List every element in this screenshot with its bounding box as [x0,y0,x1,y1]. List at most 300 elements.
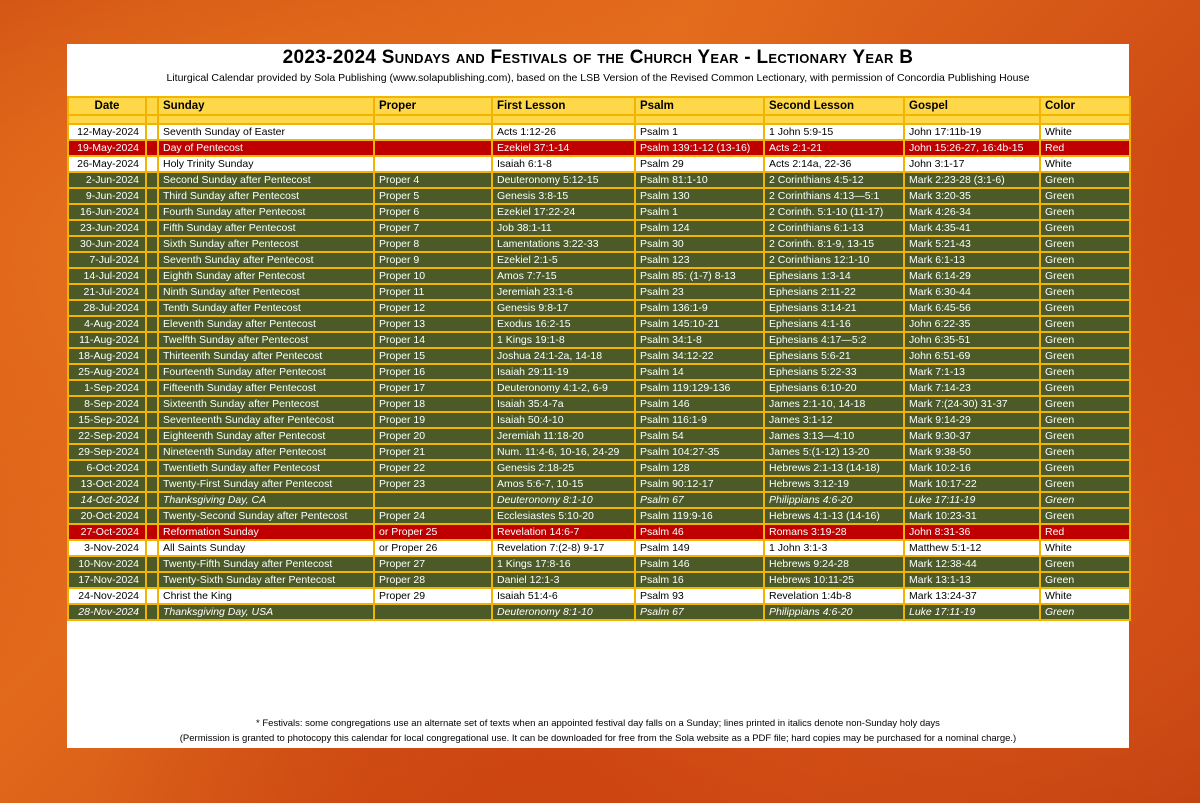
cell-proper: Proper 19 [374,412,492,428]
cell-gap [146,268,158,284]
cell-color: Green [1040,316,1130,332]
cell-date: 21-Jul-2024 [68,284,146,300]
cell-first-lesson: Acts 1:12-26 [492,124,635,140]
cell-gospel: John 6:35-51 [904,332,1040,348]
cell-psalm: Psalm 130 [635,188,764,204]
calendar-sheet [67,44,1129,748]
cell-gospel: Mark 3:20-35 [904,188,1040,204]
cell-psalm: Psalm 116:1-9 [635,412,764,428]
cell-psalm: Psalm 34:1-8 [635,332,764,348]
cell-psalm: Psalm 29 [635,156,764,172]
cell-color: Green [1040,604,1130,620]
cell-gap [146,124,158,140]
cell-gap [146,284,158,300]
table-row [68,172,1130,188]
cell-psalm: Psalm 16 [635,572,764,588]
cell-second-lesson: Ephesians 2:11-22 [764,284,904,300]
table-row [68,268,1130,284]
cell-gap [146,476,158,492]
cell-psalm: Psalm 149 [635,540,764,556]
cell-color: Green [1040,332,1130,348]
cell-second-lesson: 2 Corinthians 4:5-12 [764,172,904,188]
table-header-row [68,97,1130,115]
cell-psalm: Psalm 1 [635,124,764,140]
cell-gospel: Mark 7:(24-30) 31-37 [904,396,1040,412]
cell-sunday: Holy Trinity Sunday [158,156,374,172]
cell-proper: Proper 24 [374,508,492,524]
cell-gap [146,332,158,348]
cell-date: 15-Sep-2024 [68,412,146,428]
cell-sunday: Reformation Sunday [158,524,374,540]
cell-date: 10-Nov-2024 [68,556,146,572]
cell-second-lesson: James 5:(1-12) 13-20 [764,444,904,460]
cell-first-lesson: Jeremiah 11:18-20 [492,428,635,444]
cell-sunday: Tenth Sunday after Pentecost [158,300,374,316]
cell-psalm: Psalm 136:1-9 [635,300,764,316]
cell-second-lesson: Revelation 1:4b-8 [764,588,904,604]
cell-color: Green [1040,508,1130,524]
cell-sunday: Second Sunday after Pentecost [158,172,374,188]
cell-first-lesson: Amos 7:7-15 [492,268,635,284]
cell-color: Green [1040,172,1130,188]
cell-proper: or Proper 26 [374,540,492,556]
cell-gospel: Matthew 5:1-12 [904,540,1040,556]
table-row [68,284,1130,300]
cell-first-lesson: Daniel 12:1-3 [492,572,635,588]
cell-color: Green [1040,236,1130,252]
cell-proper: Proper 18 [374,396,492,412]
column-header-color: Color [1040,97,1130,115]
table-row [68,588,1130,604]
cell-color: White [1040,124,1130,140]
column-header-first-lesson: First Lesson [492,97,635,115]
cell-second-lesson: James 2:1-10, 14-18 [764,396,904,412]
cell-gap [146,460,158,476]
table-row [68,492,1130,508]
cell-gap [146,348,158,364]
cell-gospel: Luke 17:11-19 [904,492,1040,508]
cell-sunday: Seventeenth Sunday after Pentecost [158,412,374,428]
cell-second-lesson: 2 Corinthians 12:1-10 [764,252,904,268]
lectionary-table [67,96,1131,621]
cell-color: Green [1040,220,1130,236]
cell-gospel: Mark 4:35-41 [904,220,1040,236]
cell-first-lesson: Deuteronomy 8:1-10 [492,492,635,508]
cell-first-lesson: 1 Kings 17:8-16 [492,556,635,572]
cell-gospel: John 6:22-35 [904,316,1040,332]
cell-proper: Proper 23 [374,476,492,492]
cell-first-lesson: Ezekiel 37:1-14 [492,140,635,156]
table-row [68,572,1130,588]
cell-color: Red [1040,140,1130,156]
cell-psalm: Psalm 139:1-12 (13-16) [635,140,764,156]
cell-gospel: Mark 7:1-13 [904,364,1040,380]
cell-second-lesson: James 3:1-12 [764,412,904,428]
cell-proper: Proper 15 [374,348,492,364]
cell-psalm: Psalm 119:129-136 [635,380,764,396]
cell-second-lesson: Philippians 4:6-20 [764,492,904,508]
cell-gospel: Mark 10:2-16 [904,460,1040,476]
cell-sunday: Nineteenth Sunday after Pentecost [158,444,374,460]
cell-gap [146,236,158,252]
cell-gospel: Mark 12:38-44 [904,556,1040,572]
cell-date: 27-Oct-2024 [68,524,146,540]
cell-gospel: Mark 10:23-31 [904,508,1040,524]
cell-proper [374,604,492,620]
cell-color: Green [1040,268,1130,284]
cell-second-lesson: Ephesians 3:14-21 [764,300,904,316]
cell-proper: Proper 7 [374,220,492,236]
cell-proper [374,124,492,140]
cell-date: 29-Sep-2024 [68,444,146,460]
table-row [68,348,1130,364]
cell-sunday: Fourth Sunday after Pentecost [158,204,374,220]
table-row [68,380,1130,396]
cell-date: 14-Oct-2024 [68,492,146,508]
permission-note: (Permission is granted to photocopy this calendar for local congregational use. It can be downloaded for free from the Sola website as a PDF file; hard copies may be purchased for a nominal charge.) [179,733,1017,744]
cell-first-lesson: Joshua 24:1-2a, 14-18 [492,348,635,364]
cell-psalm: Psalm 81:1-10 [635,172,764,188]
cell-second-lesson: Ephesians 5:22-33 [764,364,904,380]
cell-date: 19-May-2024 [68,140,146,156]
cell-psalm: Psalm 90:12-17 [635,476,764,492]
table-row [68,204,1130,220]
cell-first-lesson: Genesis 3:8-15 [492,188,635,204]
cell-gap [146,492,158,508]
cell-gospel: Mark 9:14-29 [904,412,1040,428]
cell-date: 30-Jun-2024 [68,236,146,252]
cell-date: 26-May-2024 [68,156,146,172]
cell-sunday: Eighth Sunday after Pentecost [158,268,374,284]
cell-gap [146,364,158,380]
cell-date: 23-Jun-2024 [68,220,146,236]
cell-gap [146,396,158,412]
cell-sunday: Fourteenth Sunday after Pentecost [158,364,374,380]
cell-second-lesson: Hebrews 3:12-19 [764,476,904,492]
cell-sunday: All Saints Sunday [158,540,374,556]
cell-proper: Proper 27 [374,556,492,572]
page-subtitle: Liturgical Calendar provided by Sola Publishing (www.solapublishing.com), based on the LSB Version of the Revised Common Lectionary, with permission of Concordia Publishing House [166,72,1030,84]
cell-gospel: Mark 4:26-34 [904,204,1040,220]
cell-psalm: Psalm 85: (1-7) 8-13 [635,268,764,284]
cell-gap [146,300,158,316]
table-row [68,556,1130,572]
cell-sunday: Thanksgiving Day, CA [158,492,374,508]
cell-second-lesson: Philippians 4:6-20 [764,604,904,620]
cell-gospel: Luke 17:11-19 [904,604,1040,620]
cell-sunday: Christ the King [158,588,374,604]
cell-psalm: Psalm 146 [635,396,764,412]
cell-sunday: Twenty-Second Sunday after Pentecost [158,508,374,524]
cell-first-lesson: Deuteronomy 8:1-10 [492,604,635,620]
cell-first-lesson: Exodus 16:2-15 [492,316,635,332]
cell-sunday: Seventh Sunday of Easter [158,124,374,140]
cell-gap [146,556,158,572]
cell-gap [146,316,158,332]
cell-date: 4-Aug-2024 [68,316,146,332]
cell-color: Green [1040,348,1130,364]
cell-date: 17-Nov-2024 [68,572,146,588]
cell-sunday: Twentieth Sunday after Pentecost [158,460,374,476]
cell-sunday: Twenty-Sixth Sunday after Pentecost [158,572,374,588]
cell-color: Green [1040,364,1130,380]
cell-psalm: Psalm 14 [635,364,764,380]
cell-first-lesson: 1 Kings 19:1-8 [492,332,635,348]
cell-psalm: Psalm 30 [635,236,764,252]
cell-second-lesson: James 3:13—4:10 [764,428,904,444]
cell-first-lesson: Ezekiel 17:22-24 [492,204,635,220]
cell-proper: Proper 22 [374,460,492,476]
cell-proper: Proper 20 [374,428,492,444]
cell-second-lesson: Ephesians 5:6-21 [764,348,904,364]
cell-first-lesson: Genesis 2:18-25 [492,460,635,476]
cell-psalm: Psalm 119:9-16 [635,508,764,524]
cell-sunday: Thirteenth Sunday after Pentecost [158,348,374,364]
cell-second-lesson: 1 John 5:9-15 [764,124,904,140]
cell-color: Green [1040,460,1130,476]
cell-gap [146,156,158,172]
cell-proper: Proper 13 [374,316,492,332]
cell-gospel: John 3:1-17 [904,156,1040,172]
cell-sunday: Ninth Sunday after Pentecost [158,284,374,300]
cell-gospel: John 6:51-69 [904,348,1040,364]
cell-first-lesson: Ecclesiastes 5:10-20 [492,508,635,524]
cell-psalm: Psalm 93 [635,588,764,604]
cell-first-lesson: Jeremiah 23:1-6 [492,284,635,300]
cell-first-lesson: Ezekiel 2:1-5 [492,252,635,268]
cell-date: 2-Jun-2024 [68,172,146,188]
cell-gap [146,412,158,428]
table-row [68,236,1130,252]
cell-gospel: Mark 6:14-29 [904,268,1040,284]
cell-gap [146,252,158,268]
cell-date: 6-Oct-2024 [68,460,146,476]
cell-sunday: Fifth Sunday after Pentecost [158,220,374,236]
cell-sunday: Twenty-Fifth Sunday after Pentecost [158,556,374,572]
cell-gap [146,524,158,540]
cell-color: Green [1040,444,1130,460]
cell-date: 9-Jun-2024 [68,188,146,204]
cell-sunday: Day of Pentecost [158,140,374,156]
table-row [68,252,1130,268]
cell-date: 7-Jul-2024 [68,252,146,268]
cell-psalm: Psalm 145:10-21 [635,316,764,332]
cell-proper: or Proper 25 [374,524,492,540]
cell-gospel: Mark 6:45-56 [904,300,1040,316]
cell-psalm: Psalm 23 [635,284,764,300]
cell-date: 11-Aug-2024 [68,332,146,348]
cell-first-lesson: Job 38:1-11 [492,220,635,236]
cell-date: 16-Jun-2024 [68,204,146,220]
cell-color: White [1040,156,1130,172]
cell-color: Green [1040,572,1130,588]
cell-first-lesson: Isaiah 51:4-6 [492,588,635,604]
cell-psalm: Psalm 34:12-22 [635,348,764,364]
cell-proper: Proper 14 [374,332,492,348]
cell-psalm: Psalm 1 [635,204,764,220]
cell-date: 18-Aug-2024 [68,348,146,364]
cell-color: White [1040,540,1130,556]
table-row [68,460,1130,476]
table-row [68,300,1130,316]
cell-second-lesson: Romans 3:19-28 [764,524,904,540]
cell-color: Green [1040,204,1130,220]
cell-date: 14-Jul-2024 [68,268,146,284]
table-row [68,156,1130,172]
cell-proper: Proper 10 [374,268,492,284]
cell-second-lesson: Hebrews 10:11-25 [764,572,904,588]
cell-color: Green [1040,396,1130,412]
cell-proper [374,140,492,156]
cell-gap [146,220,158,236]
cell-first-lesson: Lamentations 3:22-33 [492,236,635,252]
cell-gospel: Mark 13:24-37 [904,588,1040,604]
column-header-psalm: Psalm [635,97,764,115]
cell-date: 25-Aug-2024 [68,364,146,380]
cell-date: 20-Oct-2024 [68,508,146,524]
cell-first-lesson: Revelation 7:(2-8) 9-17 [492,540,635,556]
cell-color: Green [1040,556,1130,572]
table-row [68,476,1130,492]
cell-gap [146,508,158,524]
column-header-date: Date [68,97,146,115]
cell-gospel: John 15:26-27, 16:4b-15 [904,140,1040,156]
cell-second-lesson: 2 Corinthians 6:1-13 [764,220,904,236]
cell-proper: Proper 12 [374,300,492,316]
table-row [68,524,1130,540]
cell-date: 1-Sep-2024 [68,380,146,396]
cell-first-lesson: Isaiah 50:4-10 [492,412,635,428]
cell-sunday: Thanksgiving Day, USA [158,604,374,620]
cell-gospel: Mark 2:23-28 (3:1-6) [904,172,1040,188]
cell-date: 22-Sep-2024 [68,428,146,444]
cell-proper: Proper 17 [374,380,492,396]
column-header-proper: Proper [374,97,492,115]
cell-gospel: Mark 13:1-13 [904,572,1040,588]
table-row [68,140,1130,156]
cell-color: Green [1040,428,1130,444]
cell-proper [374,492,492,508]
cell-gap [146,540,158,556]
cell-gap [146,172,158,188]
table-row [68,428,1130,444]
table-row [68,124,1130,140]
table-body [68,124,1130,620]
cell-second-lesson: Hebrews 9:24-28 [764,556,904,572]
cell-psalm: Psalm 67 [635,604,764,620]
cell-color: Green [1040,412,1130,428]
cell-psalm: Psalm 104:27-35 [635,444,764,460]
cell-gap [146,572,158,588]
cell-proper: Proper 4 [374,172,492,188]
cell-color: White [1040,588,1130,604]
cell-proper: Proper 29 [374,588,492,604]
cell-psalm: Psalm 67 [635,492,764,508]
cell-second-lesson: 2 Corinthians 4:13—5:1 [764,188,904,204]
cell-second-lesson: Hebrews 4:1-13 (14-16) [764,508,904,524]
cell-gospel: Mark 7:14-23 [904,380,1040,396]
cell-gap [146,140,158,156]
page-title: 2023-2024 Sundays and Festivals of the Church Year - Lectionary Year B [282,47,914,68]
cell-gap [146,588,158,604]
cell-gap [146,380,158,396]
table-row [68,604,1130,620]
table-row [68,316,1130,332]
cell-color: Green [1040,300,1130,316]
cell-date: 13-Oct-2024 [68,476,146,492]
cell-first-lesson: Revelation 14:6-7 [492,524,635,540]
cell-sunday: Eleventh Sunday after Pentecost [158,316,374,332]
table-row [68,396,1130,412]
cell-first-lesson: Deuteronomy 4:1-2, 6-9 [492,380,635,396]
cell-gospel: Mark 6:1-13 [904,252,1040,268]
cell-proper: Proper 9 [374,252,492,268]
cell-proper [374,156,492,172]
cell-proper: Proper 5 [374,188,492,204]
cell-second-lesson: 2 Corinth. 8:1-9, 13-15 [764,236,904,252]
cell-second-lesson: 1 John 3:1-3 [764,540,904,556]
cell-sunday: Fifteenth Sunday after Pentecost [158,380,374,396]
cell-second-lesson: Acts 2:14a, 22-36 [764,156,904,172]
cell-date: 8-Sep-2024 [68,396,146,412]
cell-psalm: Psalm 46 [635,524,764,540]
cell-second-lesson: Ephesians 6:10-20 [764,380,904,396]
cell-proper: Proper 16 [374,364,492,380]
cell-first-lesson: Isaiah 29:11-19 [492,364,635,380]
cell-gospel: Mark 10:17-22 [904,476,1040,492]
cell-proper: Proper 21 [374,444,492,460]
cell-second-lesson: Hebrews 2:1-13 (14-18) [764,460,904,476]
cell-gap [146,604,158,620]
cell-first-lesson: Deuteronomy 5:12-15 [492,172,635,188]
cell-first-lesson: Num. 11:4-6, 10-16, 24-29 [492,444,635,460]
table-row [68,332,1130,348]
cell-color: Green [1040,188,1130,204]
cell-sunday: Eighteenth Sunday after Pentecost [158,428,374,444]
cell-psalm: Psalm 128 [635,460,764,476]
column-header-sunday: Sunday [158,97,374,115]
cell-first-lesson: Amos 5:6-7, 10-15 [492,476,635,492]
cell-date: 24-Nov-2024 [68,588,146,604]
cell-psalm: Psalm 124 [635,220,764,236]
cell-second-lesson: Acts 2:1-21 [764,140,904,156]
cell-psalm: Psalm 146 [635,556,764,572]
table-row [68,364,1130,380]
cell-proper: Proper 6 [374,204,492,220]
cell-first-lesson: Genesis 9:8-17 [492,300,635,316]
cell-gospel: Mark 5:21-43 [904,236,1040,252]
cell-gap [146,428,158,444]
cell-gap [146,204,158,220]
column-gap [146,97,158,115]
cell-first-lesson: Isaiah 35:4-7a [492,396,635,412]
table-row [68,220,1130,236]
cell-proper: Proper 28 [374,572,492,588]
cell-gospel: Mark 9:38-50 [904,444,1040,460]
cell-psalm: Psalm 54 [635,428,764,444]
cell-color: Red [1040,524,1130,540]
cell-sunday: Sixth Sunday after Pentecost [158,236,374,252]
cell-color: Green [1040,252,1130,268]
cell-gospel: Mark 6:30-44 [904,284,1040,300]
cell-date: 28-Jul-2024 [68,300,146,316]
cell-sunday: Twenty-First Sunday after Pentecost [158,476,374,492]
table-row [68,188,1130,204]
table-row [68,508,1130,524]
cell-gap [146,444,158,460]
cell-date: 12-May-2024 [68,124,146,140]
table-row [68,444,1130,460]
